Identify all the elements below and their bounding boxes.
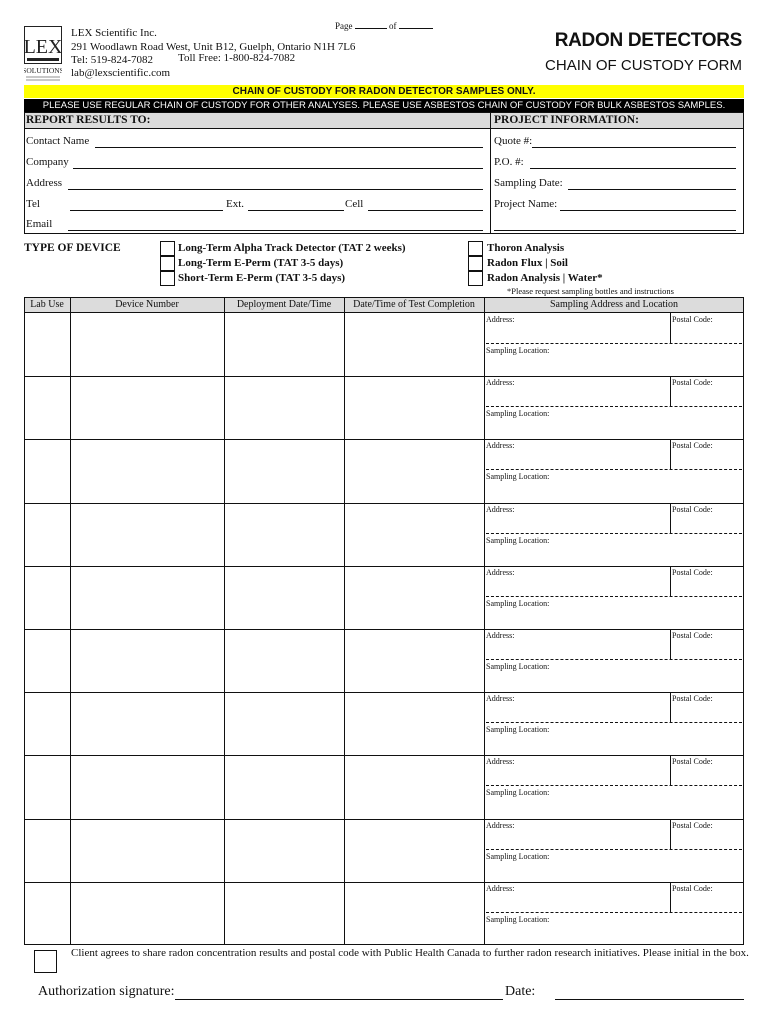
sampling-location-label: Sampling Location: [486, 472, 550, 482]
project-info-heading: PROJECT INFORMATION: [494, 114, 639, 126]
alpha-track-option: Long-Term Alpha Track Detector (TAT 2 weeks) [178, 242, 406, 254]
address-label: Address [26, 177, 63, 189]
thoron-option: Thoron Analysis [487, 242, 565, 254]
device-number-cell[interactable] [70, 629, 224, 692]
address-field[interactable] [68, 189, 483, 190]
radon-flux-checkbox[interactable] [468, 256, 483, 271]
quote-label: Quote #: [494, 135, 533, 147]
postal-divider [670, 629, 671, 659]
device-number-cell[interactable] [70, 566, 224, 629]
postal-divider [670, 439, 671, 469]
lab-use-cell[interactable] [24, 566, 70, 629]
postal-code-label: Postal Code: [672, 883, 713, 893]
date-field[interactable] [555, 999, 744, 1000]
deployment-cell[interactable] [224, 439, 344, 502]
company-tel: Tel: 519-824-7082 [71, 54, 154, 66]
table-column-divider [224, 297, 225, 945]
lab-use-cell[interactable] [24, 439, 70, 502]
company-toll-free: Toll Free: 1-800-824-7082 [178, 52, 296, 64]
form-subtitle: CHAIN OF CUSTODY FORM [545, 57, 742, 74]
lab-use-cell[interactable] [24, 692, 70, 755]
address-label: Address: [486, 567, 515, 577]
completion-cell[interactable] [344, 819, 484, 882]
company-logo [24, 26, 62, 82]
postal-code-label: Postal Code: [672, 820, 713, 830]
lab-use-cell[interactable] [24, 376, 70, 439]
project-name-field-line2[interactable] [494, 230, 736, 231]
radon-flux-option: Radon Flux | Soil [487, 257, 568, 269]
col-device-number: Device Number [115, 299, 179, 310]
completion-cell[interactable] [344, 503, 484, 566]
postal-divider [670, 882, 671, 912]
signature-label: Authorization signature: [38, 984, 175, 999]
table-column-divider [484, 297, 485, 945]
address-label: Address: [486, 441, 515, 451]
ext-field[interactable] [248, 210, 344, 211]
form-title: RADON DETECTORS [554, 30, 742, 51]
report-project-box [24, 112, 744, 234]
postal-divider [670, 692, 671, 722]
other-analyses-banner: PLEASE USE REGULAR CHAIN OF CUSTODY FOR OTHER ANALYSES. PLEASE USE ASBESTOS CHAIN OF CUSTODY FOR BULK ASBESTOS SAMPLES. [24, 99, 744, 112]
postal-divider [670, 376, 671, 406]
initial-box[interactable] [34, 950, 57, 973]
svg-text:SOLUTIONS: SOLUTIONS [24, 66, 62, 75]
contact-name-label: Contact Name [26, 135, 90, 147]
completion-cell[interactable] [344, 566, 484, 629]
email-field[interactable] [68, 230, 483, 231]
address-label: Address: [486, 378, 515, 388]
device-number-cell[interactable] [70, 439, 224, 502]
report-results-heading: REPORT RESULTS TO: [26, 114, 151, 126]
completion-cell[interactable] [344, 313, 484, 376]
company-field[interactable] [73, 168, 483, 169]
deployment-cell[interactable] [224, 819, 344, 882]
address-dashed-line [486, 659, 742, 660]
deployment-cell[interactable] [224, 629, 344, 692]
postal-code-label: Postal Code: [672, 504, 713, 514]
postal-code-label: Postal Code: [672, 315, 713, 324]
device-number-cell[interactable] [70, 376, 224, 439]
lab-use-cell[interactable] [24, 629, 70, 692]
deployment-cell[interactable] [224, 503, 344, 566]
contact-name-field[interactable] [95, 147, 483, 148]
postal-code-label: Postal Code: [672, 694, 713, 704]
long-term-eperm-checkbox[interactable] [160, 256, 175, 271]
radon-water-checkbox[interactable] [468, 271, 483, 286]
ext-label: Ext. [226, 198, 245, 210]
sampling-date-field[interactable] [568, 189, 736, 190]
address-dashed-line [486, 533, 742, 534]
tel-field[interactable] [70, 210, 223, 211]
device-number-cell[interactable] [70, 819, 224, 882]
address-label: Address: [486, 694, 515, 704]
postal-divider [670, 503, 671, 533]
po-field[interactable] [530, 168, 736, 169]
postal-code-label: Postal Code: [672, 441, 713, 451]
address-label: Address: [486, 757, 515, 767]
deployment-cell[interactable] [224, 882, 344, 945]
col-deployment: Deployment Date/Time [236, 299, 332, 310]
address-dashed-line [486, 722, 742, 723]
tel-label: Tel [26, 198, 40, 210]
sampling-date-label: Sampling Date: [494, 177, 563, 189]
address-label: Address: [486, 883, 515, 893]
cell-field[interactable] [368, 210, 483, 211]
section-divider [490, 112, 491, 234]
address-dashed-line [486, 912, 742, 913]
company-name: LEX Scientific Inc. [71, 27, 157, 39]
address-dashed-line [486, 406, 742, 407]
sampling-location-label: Sampling Location: [486, 409, 550, 419]
postal-divider [670, 566, 671, 596]
lab-use-cell[interactable] [24, 313, 70, 376]
of-label: of [389, 21, 397, 31]
lab-use-cell[interactable] [24, 755, 70, 818]
postal-code-label: Postal Code: [672, 378, 713, 388]
page-label: Page [335, 21, 353, 31]
address-label: Address: [486, 504, 515, 514]
page-indicator [335, 21, 433, 31]
completion-cell[interactable] [344, 692, 484, 755]
table-column-divider [344, 297, 345, 945]
bottles-note: *Please request sampling bottles and instructions [507, 286, 674, 296]
short-term-eperm-option: Short-Term E-Perm (TAT 3-5 days) [178, 272, 346, 284]
col-completion: Date/Time of Test Completion [353, 299, 475, 310]
device-number-cell[interactable] [70, 503, 224, 566]
deployment-cell[interactable] [224, 755, 344, 818]
sampling-location-label: Sampling Location: [486, 725, 550, 735]
completion-cell[interactable] [344, 755, 484, 818]
lab-use-cell[interactable] [24, 503, 70, 566]
postal-divider [670, 313, 671, 343]
company-label: Company [26, 156, 69, 168]
long-term-eperm-option: Long-Term E-Perm (TAT 3-5 days) [178, 257, 344, 269]
date-label: Date: [505, 984, 536, 999]
address-dashed-line [486, 785, 742, 786]
page-total-field[interactable] [399, 28, 433, 29]
deployment-cell[interactable] [224, 566, 344, 629]
address-dashed-line [486, 343, 742, 344]
postal-divider [670, 755, 671, 785]
radon-only-banner: CHAIN OF CUSTODY FOR RADON DETECTOR SAMPLES ONLY. [24, 85, 744, 98]
address-dashed-line [486, 849, 742, 850]
cell-label: Cell [345, 198, 364, 210]
postal-divider [670, 819, 671, 849]
page-number-field[interactable] [355, 28, 387, 29]
company-email: lab@lexscientific.com [71, 67, 171, 79]
sampling-location-label: Sampling Location: [486, 851, 550, 861]
completion-cell[interactable] [344, 439, 484, 502]
project-name-field[interactable] [560, 210, 736, 211]
device-number-cell[interactable] [70, 313, 224, 376]
sampling-location-label: Sampling Location: [486, 346, 550, 355]
deployment-cell[interactable] [224, 692, 344, 755]
lab-use-cell[interactable] [24, 882, 70, 945]
quote-field[interactable] [532, 147, 736, 148]
col-sampling-address: Sampling Address and Location [549, 299, 679, 310]
address-label: Address: [486, 315, 515, 324]
table-column-divider [70, 297, 71, 945]
device-number-cell[interactable] [70, 755, 224, 818]
agreement-text: Client agrees to share radon concentration results and postal code with Public Health Canada to further radon research initiatives. Please initial in the box. [71, 947, 749, 959]
thoron-checkbox[interactable] [468, 241, 483, 256]
address-dashed-line [486, 469, 742, 470]
sampling-location-label: Sampling Location: [486, 914, 550, 924]
device-number-cell[interactable] [70, 882, 224, 945]
sampling-location-label: Sampling Location: [486, 662, 550, 671]
short-term-eperm-checkbox[interactable] [160, 271, 175, 286]
alpha-track-checkbox[interactable] [160, 241, 175, 256]
postal-code-label: Postal Code: [672, 567, 713, 577]
completion-cell[interactable] [344, 376, 484, 439]
device-number-cell[interactable] [70, 692, 224, 755]
svg-text:LEX: LEX [24, 36, 62, 58]
completion-cell[interactable] [344, 882, 484, 945]
address-dashed-line [486, 596, 742, 597]
postal-code-label: Postal Code: [672, 757, 713, 767]
type-of-device-heading: TYPE OF DEVICE [24, 242, 121, 254]
company-address: 291 Woodlawn Road West, Unit B12, Guelph, Ontario N1H 7L6 [71, 41, 356, 53]
sampling-location-label: Sampling Location: [486, 788, 550, 798]
signature-field[interactable] [175, 999, 503, 1000]
col-lab-use: Lab Use [30, 299, 64, 310]
sampling-location-label: Sampling Location: [486, 535, 550, 545]
sampling-location-label: Sampling Location: [486, 598, 550, 608]
project-name-label: Project Name: [494, 198, 558, 210]
address-label: Address: [486, 631, 515, 640]
po-label: P.O. #: [494, 156, 524, 168]
deployment-cell[interactable] [224, 313, 344, 376]
lab-use-cell[interactable] [24, 819, 70, 882]
postal-code-label: Postal Code: [672, 631, 713, 640]
completion-cell[interactable] [344, 629, 484, 692]
radon-water-option: Radon Analysis | Water* [487, 272, 603, 284]
email-label: Email [26, 218, 53, 230]
address-label: Address: [486, 820, 515, 830]
deployment-cell[interactable] [224, 376, 344, 439]
